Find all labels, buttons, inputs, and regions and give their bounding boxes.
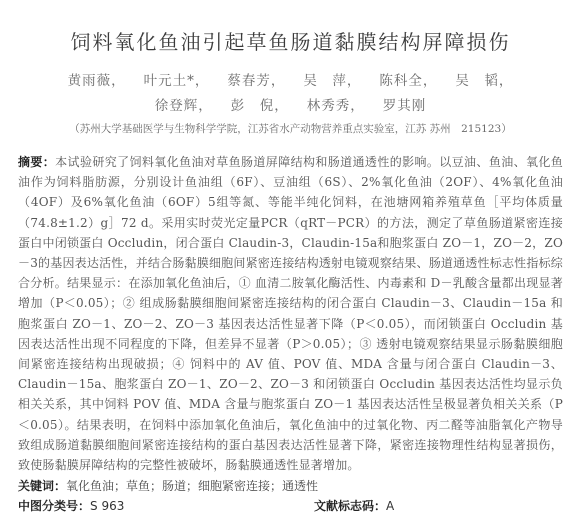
keywords-text: 氧化鱼油；草鱼；肠道；细胞紧密连接；通透性 xyxy=(66,479,319,494)
author-name: 吴 萍， xyxy=(303,73,362,89)
document-code xyxy=(314,496,394,516)
author-name: 徐登辉， xyxy=(154,98,213,114)
abstract xyxy=(18,152,563,475)
clc-label: 中图分类号： xyxy=(18,499,91,514)
clc-value: S 963 xyxy=(90,499,125,514)
clc-number xyxy=(18,496,314,516)
author-name: 罗其刚 xyxy=(382,98,427,114)
abstract-text: 本试验研究了饲料氧化鱼油对草鱼肠道屏障结构和肠道通透性的影响。以豆油、鱼油、氧化鱼油作为饲料脂肪源，分别设计鱼油组（6F）、豆油组（6S）、2%氧化鱼油（2OF）、4%氧化鱼油（4OF）及6%氧化鱼油（6OF）5组等氮、等能半纯化饲料，在池塘网箱养殖草鱼［平均体质量（74.8±1.2）g］72 d。采用实时荧光定量PCR（qRT－PCR）的方法，测定了草鱼肠道紧密连接蛋白中闭锁蛋白 Occludin，闭合蛋白 Claudin-3，Claudin-15a和胞浆蛋白 ZO－1，ZO－2，ZO－3的基因表达活性，并结合肠黏膜细胞间紧密连接结构透射电镜观察结果、肠道通透性标志性指标综合分析。结果显示：在添加氧化鱼油后，① 血清二胺氧化酶活性、内毒素和 D－乳酸含量都出现显著增加（P＜0.05）；② 组成肠黏膜细胞间紧密连接结构的闭合蛋白 Claudin－3、Claudin－15a 和胞浆蛋白 ZO－1、ZO－2、ZO－3 基因表达活性显著下降（P＜0.05），而闭锁蛋白 Occludin 基因表达活性出现不同程度的下降，但差异不显著（P＞0.05）；③ 透射电镜观察结果显示肠黏膜细胞间紧密连接结构出现破损；④ 饲料中的 AV 值、POV 值、MDA 含量与闭合蛋白 Claudin－3、Claudin－15a、胞浆蛋白 ZO－1、ZO－2、ZO－3 和闭锁蛋白 Occludin 基因表达活性均显示负相关关系，其中饲料 POV 值、MDA 含量与胞浆蛋白 ZO－1 基因表达活性呈极显著负相关关系（P＜0.05）。结果表明，在饲料中添加氧化鱼油后，氧化鱼油中的过氧化物、丙二醛等油脂氧化产物导致组成肠道黏膜细胞间紧密连接结构的蛋白基因表达活性显著下降，紧密连接物理性结构显著损伤，致使肠黏膜屏障结构的完整性被破坏，肠黏膜通透性显著增加。 xyxy=(18,155,563,473)
keywords-label: 关键词： xyxy=(18,479,67,494)
keywords xyxy=(18,476,563,496)
author-name: 林秀秀， xyxy=(306,98,365,114)
abstract-label: 摘要： xyxy=(18,155,56,169)
paper-title: 饲料氧化鱼油引起草鱼肠道黏膜结构屏障损伤 xyxy=(70,30,511,54)
author-name: 叶元土*， xyxy=(143,73,210,89)
doc-code-value: A xyxy=(386,499,395,514)
classification-row xyxy=(18,496,563,516)
author-list xyxy=(18,69,563,119)
author-name: 彭 倪， xyxy=(230,98,289,114)
doc-code-label: 文献标志码： xyxy=(314,499,387,514)
author-name: 吴 韬， xyxy=(455,73,514,89)
author-name: 黄雨薇， xyxy=(67,73,126,89)
author-name: 陈科全， xyxy=(379,73,438,89)
author-name: 蔡春芳， xyxy=(227,73,286,89)
affiliation: （苏州大学基础医学与生物科学学院，江苏省水产动物营养重点实验室，江苏 苏州 215123） xyxy=(69,123,512,135)
